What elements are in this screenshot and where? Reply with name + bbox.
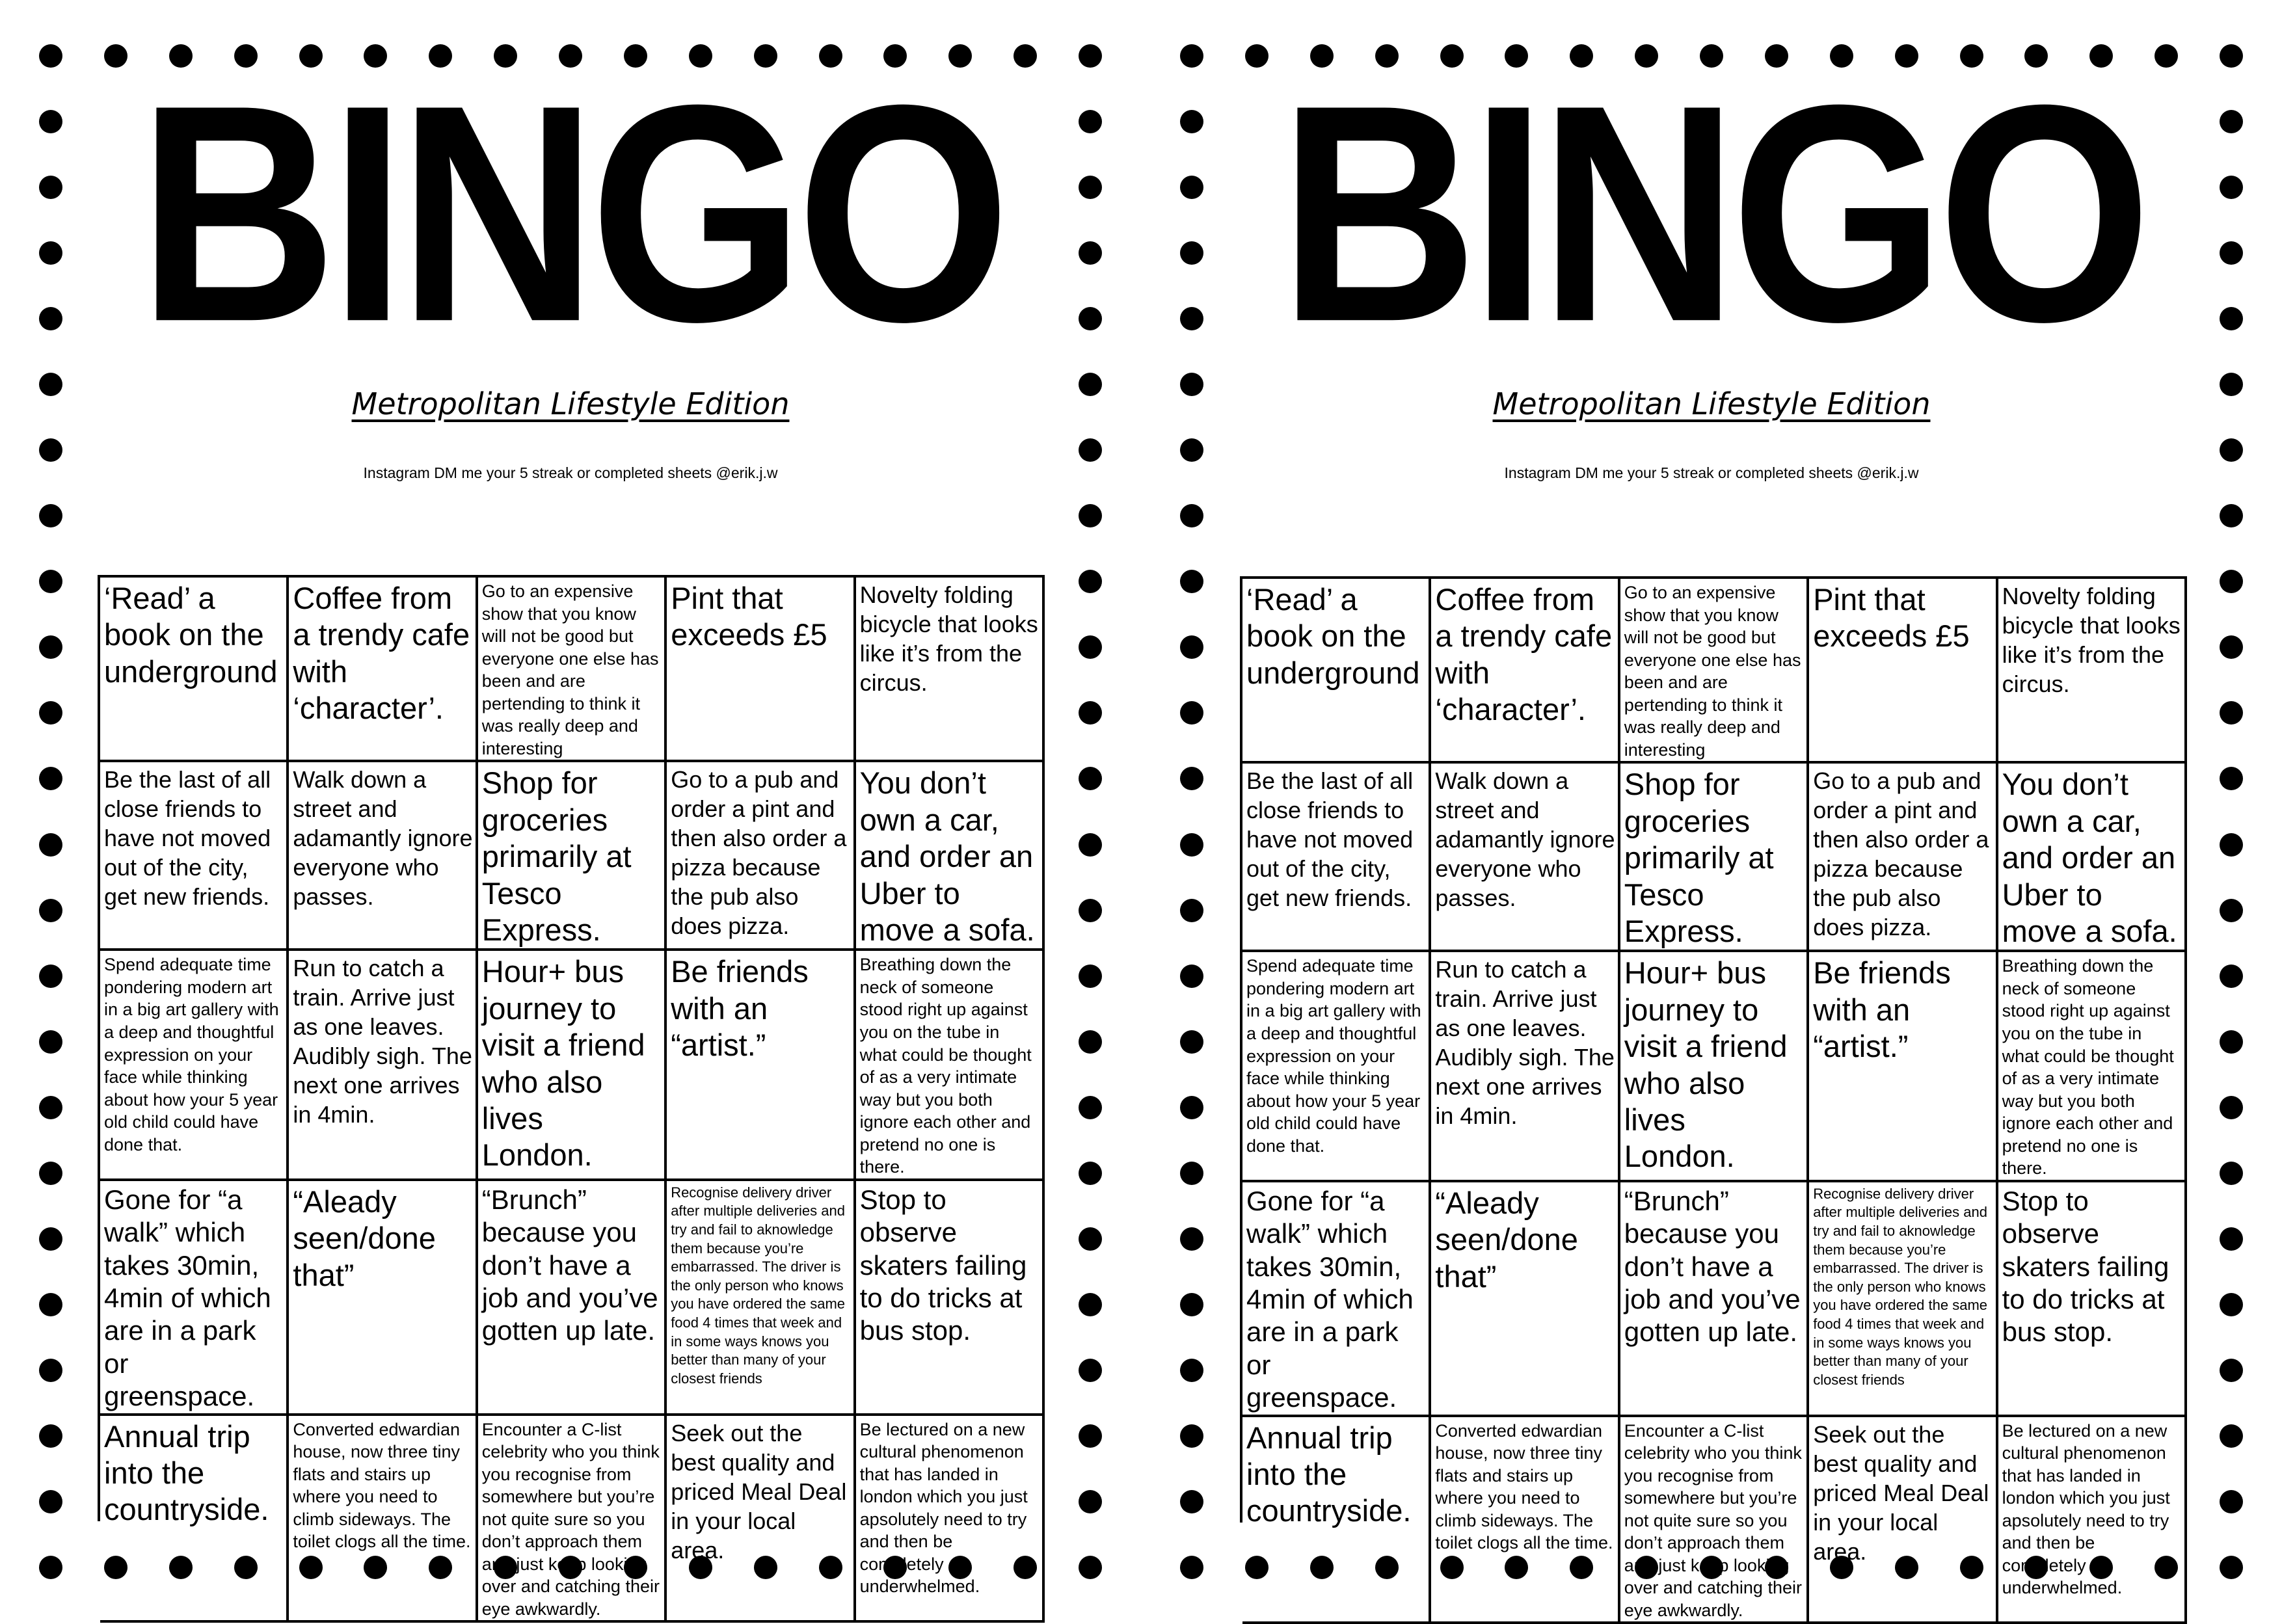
bingo-cell[interactable]: Seek out the best quality and priced Meal Deal in your local area.: [667, 1416, 855, 1623]
bingo-cell[interactable]: Coffee from a trendy cafe with ‘character’.: [1431, 579, 1620, 764]
bingo-cell[interactable]: Be friends with an “artist.”: [1809, 952, 1998, 1182]
bingo-cell[interactable]: Breathing down the neck of someone stood right up against you on the tube in what could be thought of as a very intimate way but you both ignore each other and pretend no one is there.: [1998, 952, 2187, 1182]
bingo-cell[interactable]: Go to an expensive show that you know will not be good but everyone one else has been and are pertending to think it was really deep and interesting: [1620, 579, 1809, 764]
bingo-cell[interactable]: You don’t own a car, and order an Uber to move a sofa.: [856, 762, 1045, 951]
bingo-cell[interactable]: Pint that exceeds £5: [1809, 579, 1998, 764]
bingo-cell[interactable]: Encounter a C-list celebrity who you think you recognise from somewhere but you’re not quite sure so you don’t approach them and just keep looking over and catching their eye awkwardly.: [478, 1416, 667, 1623]
contact-note: Instagram DM me your 5 streak or completed sheets @erik.j.w: [363, 464, 778, 481]
bingo-grid: [98, 575, 1045, 1619]
bingo-cell[interactable]: Be lectured on a new cultural phenomenon that has landed in london which you just apsolutely need to try and then be completely underwhelmed.: [856, 1416, 1045, 1623]
bingo-cell[interactable]: “Brunch” because you don’t have a job and you’ve gotten up late.: [1620, 1182, 1809, 1417]
bingo-title: BINGO: [138, 40, 1003, 386]
contact-note: Instagram DM me your 5 streak or completed sheets @erik.j.w: [1504, 464, 1919, 481]
bingo-cell[interactable]: Be the last of all close friends to have not moved out of the city, get new friends.: [1242, 764, 1431, 952]
bingo-cell[interactable]: Hour+ bus journey to visit a friend who also lives London.: [478, 951, 667, 1180]
bingo-cell[interactable]: Stop to observe skaters failing to do tricks at bus stop.: [1998, 1182, 2187, 1417]
bingo-cell[interactable]: Run to catch a train. Arrive just as one leaves. Audibly sigh. The next one arrives in 4min.: [1431, 952, 1620, 1182]
bingo-cell[interactable]: ‘Read’ a book on the underground: [1242, 579, 1431, 764]
bingo-cell[interactable]: “Aleady seen/done that”: [289, 1181, 477, 1416]
bingo-cell[interactable]: Pint that exceeds £5: [667, 578, 855, 762]
bingo-cell[interactable]: Shop for groceries primarily at Tesco Express.: [1620, 764, 1809, 952]
bingo-cell[interactable]: “Aleady seen/done that”: [1431, 1182, 1620, 1417]
bingo-cell[interactable]: Go to a pub and order a pint and then also order a pizza because the pub also does pizza.: [667, 762, 855, 951]
bingo-sheet-right: [1141, 0, 2282, 1620]
bingo-cell[interactable]: Shop for groceries primarily at Tesco Express.: [478, 762, 667, 951]
edition-subtitle: Metropolitan Lifestyle Edition: [1492, 386, 1931, 421]
bingo-cell[interactable]: Be lectured on a new cultural phenomenon that has landed in london which you just apsolutely need to try and then be completely underwhelmed.: [1998, 1417, 2187, 1624]
bingo-cell[interactable]: Spend adequate time pondering modern art in a big art gallery with a deep and thoughtful expression on your face while thinking about how your 5 year old child could have done that.: [100, 951, 289, 1180]
bingo-sheet-left: [0, 0, 1141, 1619]
bingo-cell[interactable]: Annual trip into the countryside.: [1242, 1417, 1431, 1624]
bingo-cell[interactable]: Converted edwardian house, now three tiny flats and stairs up where you need to climb sideways. The toilet clogs all the time.: [289, 1416, 477, 1623]
bingo-cell[interactable]: Encounter a C-list celebrity who you think you recognise from somewhere but you’re not quite sure so you don’t approach them and just keep looking over and catching their eye awkwardly.: [1620, 1417, 1809, 1624]
bingo-cell[interactable]: Gone for “a walk” which takes 30min, 4min of which are in a park or greenspace.: [1242, 1182, 1431, 1417]
bingo-cell[interactable]: Gone for “a walk” which takes 30min, 4min of which are in a park or greenspace.: [100, 1181, 289, 1416]
bingo-cell[interactable]: Stop to observe skaters failing to do tricks at bus stop.: [856, 1181, 1045, 1416]
edition-subtitle: Metropolitan Lifestyle Edition: [351, 386, 790, 421]
bingo-cell[interactable]: Recognise delivery driver after multiple deliveries and try and fail to aknowledge them because you’re embarrassed. The driver is the only person who knows you have ordered the same food 4 times that week and in some ways knows you better than many of your closest friends: [1809, 1182, 1998, 1417]
bingo-cell[interactable]: Go to a pub and order a pint and then also order a pizza because the pub also does pizza.: [1809, 764, 1998, 952]
bingo-cell[interactable]: Be the last of all close friends to have not moved out of the city, get new friends.: [100, 762, 289, 951]
bingo-cell[interactable]: “Brunch” because you don’t have a job and you’ve gotten up late.: [478, 1181, 667, 1416]
bingo-cell[interactable]: Recognise delivery driver after multiple deliveries and try and fail to aknowledge them because you’re embarrassed. The driver is the only person who knows you have ordered the same food 4 times that week and in some ways knows you better than many of your closest friends: [667, 1181, 855, 1416]
bingo-title: BINGO: [1279, 40, 2144, 386]
bingo-cell[interactable]: You don’t own a car, and order an Uber to move a sofa.: [1998, 764, 2187, 952]
bingo-cell[interactable]: Go to an expensive show that you know will not be good but everyone one else has been and are pertending to think it was really deep and interesting: [478, 578, 667, 762]
bingo-cell[interactable]: Walk down a street and adamantly ignore everyone who passes.: [1431, 764, 1620, 952]
bingo-cell[interactable]: Converted edwardian house, now three tiny flats and stairs up where you need to climb sideways. The toilet clogs all the time.: [1431, 1417, 1620, 1624]
bingo-cell[interactable]: Hour+ bus journey to visit a friend who also lives London.: [1620, 952, 1809, 1182]
bingo-cell[interactable]: Coffee from a trendy cafe with ‘character’.: [289, 578, 477, 762]
bingo-cell[interactable]: Spend adequate time pondering modern art in a big art gallery with a deep and thoughtful expression on your face while thinking about how your 5 year old child could have done that.: [1242, 952, 1431, 1182]
bingo-cell[interactable]: ‘Read’ a book on the underground: [100, 578, 289, 762]
bingo-cell[interactable]: Novelty folding bicycle that looks like it’s from the circus.: [856, 578, 1045, 762]
bingo-cell[interactable]: Be friends with an “artist.”: [667, 951, 855, 1180]
bingo-cell[interactable]: Breathing down the neck of someone stood right up against you on the tube in what could be thought of as a very intimate way but you both ignore each other and pretend no one is there.: [856, 951, 1045, 1180]
bingo-cell[interactable]: Run to catch a train. Arrive just as one leaves. Audibly sigh. The next one arrives in 4min.: [289, 951, 477, 1180]
bingo-cell[interactable]: Novelty folding bicycle that looks like it’s from the circus.: [1998, 579, 2187, 764]
bingo-cell[interactable]: Seek out the best quality and priced Meal Deal in your local area.: [1809, 1417, 1998, 1624]
bingo-cell[interactable]: Annual trip into the countryside.: [100, 1416, 289, 1623]
bingo-cell[interactable]: Walk down a street and adamantly ignore everyone who passes.: [289, 762, 477, 951]
bingo-grid: [1240, 576, 2187, 1620]
